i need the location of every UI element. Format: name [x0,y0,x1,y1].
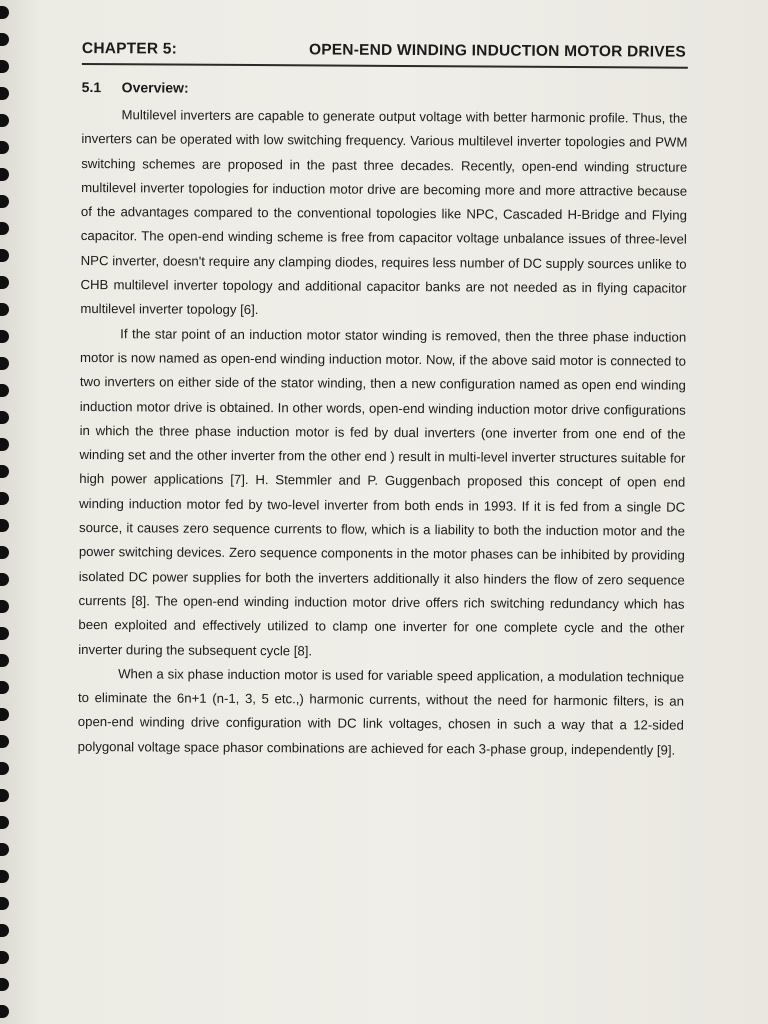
binding-hole [0,600,9,613]
binding-hole [0,384,9,397]
binding-hole [0,627,9,640]
binding-hole [0,654,9,667]
binding-hole [0,789,9,802]
binding-hole [0,276,9,289]
binding-hole [0,978,9,991]
chapter-title: OPEN-END WINDING INDUCTION MOTOR DRIVES [308,41,686,61]
binding-hole [0,465,9,478]
binding-hole [0,762,9,775]
binding-hole [0,546,9,559]
binding-hole [0,6,9,19]
binding-hole [0,843,9,856]
binding-hole [0,141,9,154]
binding-hole [0,87,9,100]
binding-hole [0,60,9,73]
binding-hole [0,951,9,964]
binding-hole [0,1005,9,1018]
body-text [78,103,688,763]
binding-hole [0,492,9,505]
spiral-binding [0,0,20,1024]
binding-hole [0,924,9,937]
binding-hole [0,897,9,910]
binding-hole [0,195,9,208]
paragraph: Multilevel inverters are capable to generate output voltage with better harmonic profile. Thus, the inverters can be operated with low switching frequency. Various multilevel inverter topologies and PWM switching schemes are proposed in the past three decades. Recently, open-end winding structure multilevel inverter topologies for induction motor drive are becoming more and more attractive because of the advantages compared to the conventional topologies like NPC, Cascaded H-Bridge and Flying capacitor. The open-end winding scheme is free from capacitor voltage unbalance issues of three-level NPC inverter, doesn't require any clamping diodes, requires less number of DC supply sources unlike to CHB multilevel inverter topology and additional capacitor banks are not needed as in flying capacitor multilevel inverter topology [6]. [80,107,688,318]
section-heading [82,79,688,99]
paragraph: If the star point of an induction motor stator winding is removed, then the three phase induction motor is now named as open-end winding induction motor. Now, if the above said motor is connected to two inverters on either side of the stator winding, then a new configuration named as open end winding induction motor drive is obtained. In other words, open-end winding induction motor drive configurations in which the three phase induction motor is fed by dual inverters (one inverter from one end of the winding set and the other inverter from the other end ) result in multi-level inverter structures suitable for high power applications [7]. H. Stemmler and P. Guggenbach proposed this concept of open end winding induction motor fed by two-level inverter from both ends in 1993. If it is fed from a single DC source, it causes zero sequence currents to flow, which is a liability to both the induction motor and the power switching devices. Zero sequence components in the motor phases can be inhibited by providing isolated DC power supplies for both the inverters additionally it also hinders the flow of zero sequence currents [8]. The open-end winding induction motor drive offers rich switching redundancy which has been exploited and effectively utilized to clamp one inverter for one complete cycle and the other inverter during the subsequent cycle [8]. [78,325,687,658]
binding-hole [0,222,9,235]
running-header [82,40,688,65]
paragraph: When a six phase induction motor is used for variable speed application, a modulation technique to eliminate the 6n+1 (n-1, 3, 5 etc.,) harmonic currents, without the need for harmonic filters, is an open-end winding drive configuration with DC link voltages, chosen in such a way that a 12-sided polygonal voltage space phasor combinations are achieved for each 3-phase group, independently [9]. [77,666,685,758]
section-number: 5.1 [81,78,102,96]
binding-hole [0,870,9,883]
binding-hole [0,438,9,451]
binding-hole [0,708,9,721]
binding-hole [0,816,9,829]
binding-hole [0,681,9,694]
binding-hole [0,735,9,748]
binding-hole [0,357,9,370]
binding-hole [0,168,9,181]
binding-hole [0,519,9,532]
binding-hole [0,303,9,316]
binding-hole [0,573,9,586]
binding-hole [0,411,9,424]
binding-hole [0,249,9,262]
section-title: Overview: [121,79,189,96]
binding-hole [0,114,9,127]
binding-hole [0,33,9,46]
chapter-label: CHAPTER 5: [81,40,178,58]
page-content [78,40,688,763]
binding-hole [0,330,9,343]
